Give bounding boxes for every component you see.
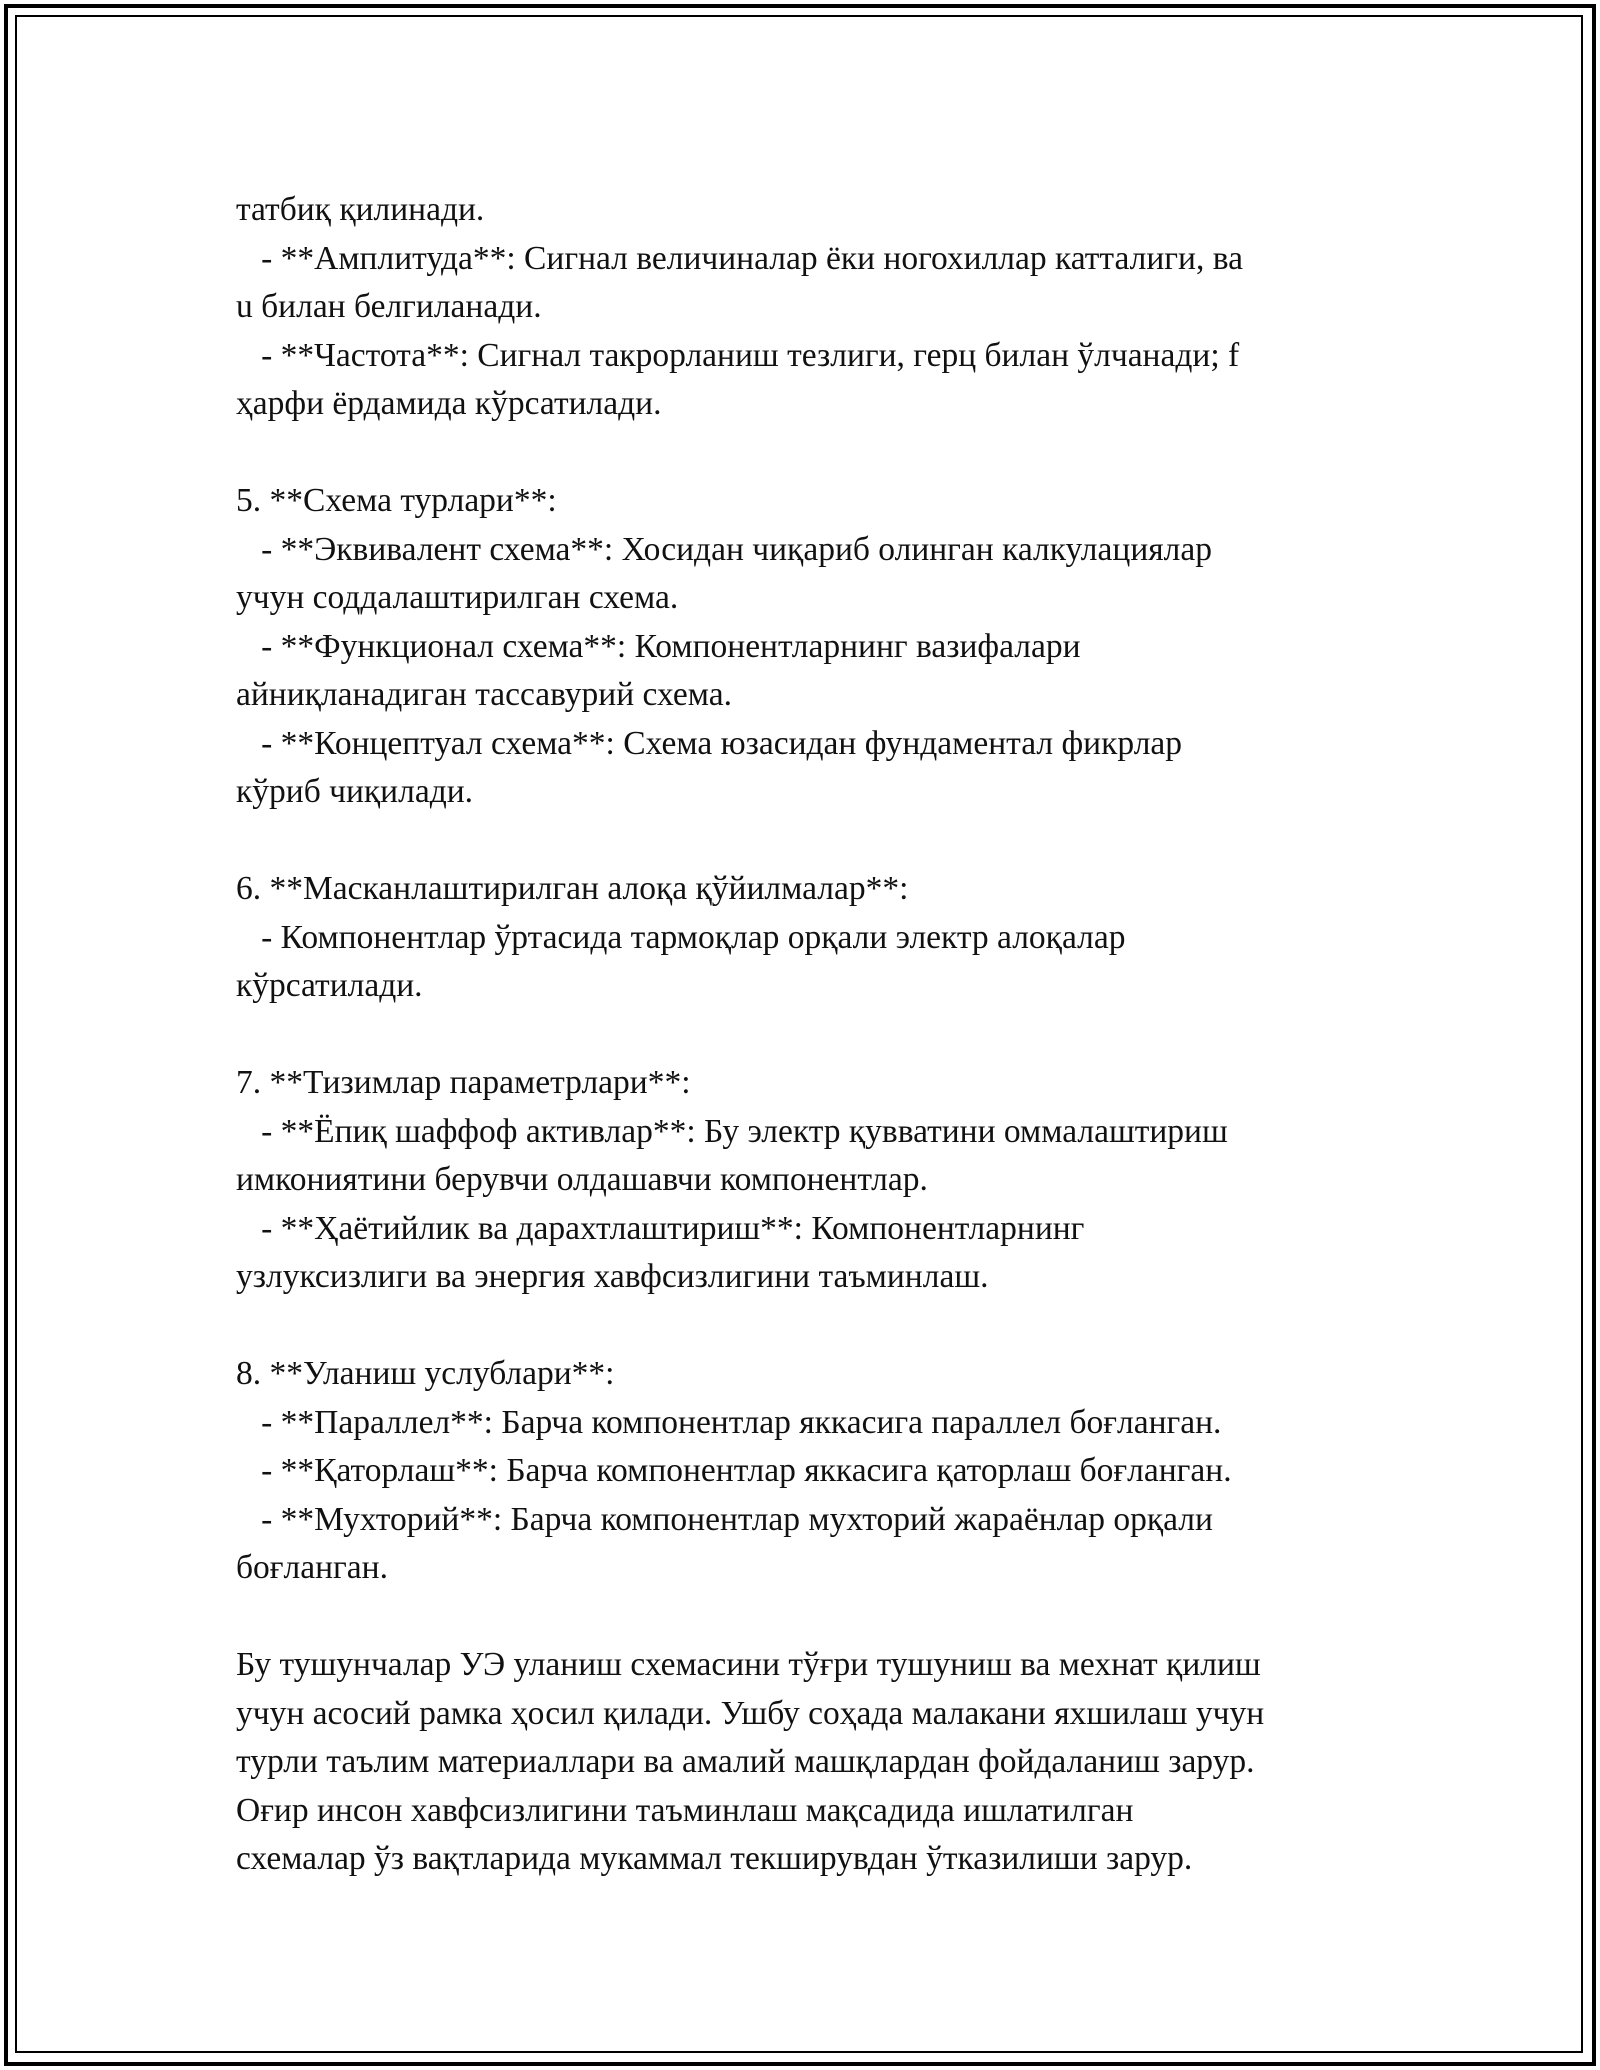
text-line: боғланган. xyxy=(236,1549,388,1586)
blank-line xyxy=(236,1593,1386,1642)
section-heading: 6. **Масканлаштирилган алоқа қўйилмалар**: xyxy=(236,870,909,907)
paragraph-line: схемалар ўз вақтларида мукаммал текширувдан ўтказилиши зарур. xyxy=(236,1840,1193,1877)
paragraph-line: турли таълим материаллари ва амалий машқлардан фойдаланиш зарур. xyxy=(236,1743,1255,1780)
text-line: айниқланадиган тассавурий схема. xyxy=(236,676,732,713)
text-line: - **Эквивалент схема**: Хосидан чиқариб олинган калкулациялар xyxy=(236,530,1212,568)
text-line: - **Частота**: Сигнал такрорланиш тезлиги, герц билан ўлчанади; f xyxy=(236,336,1240,374)
text-line: кўриб чиқилади. xyxy=(236,773,474,810)
blank-line xyxy=(236,1302,1386,1351)
text-line: - **Ҳаётийлик ва дарахтлаштириш**: Компонентларнинг xyxy=(236,1209,1085,1247)
text-line: - Компонентлар ўртасида тармоқлар орқали электр алоқалар xyxy=(236,918,1126,956)
blank-line xyxy=(236,817,1386,866)
text-line: - **Концептуал схема**: Схема юзасидан фундаментал фикрлар xyxy=(236,724,1183,762)
section-heading: 7. **Тизимлар параметрлари**: xyxy=(236,1064,691,1101)
blank-line xyxy=(236,429,1386,478)
text-line: татбиқ қилинади. xyxy=(236,191,485,228)
text-line: - **Параллел**: Барча компонентлар яккасига параллел боғланган. xyxy=(236,1403,1222,1441)
text-line: кўрсатилади. xyxy=(236,967,423,1004)
text-line: имкониятини берувчи олдашавчи компонентлар. xyxy=(236,1161,928,1198)
paragraph-line: учун асосий рамка ҳосил қилади. Ушбу соҳада малакани яхшилаш учун xyxy=(236,1694,1265,1732)
text-line: u билан белгиланади. xyxy=(236,288,542,325)
text-line: - **Функционал схема**: Компонентларнинг вазифалари xyxy=(236,627,1081,665)
section-heading: 5. **Схема турлари**: xyxy=(236,482,557,519)
text-line: - **Амплитуда**: Сигнал величиналар ёки ногохиллар катталиги, ва xyxy=(236,239,1243,277)
text-line: узлуксизлиги ва энергия хавфсизлигини таъминлаш. xyxy=(236,1258,989,1295)
blank-line xyxy=(236,1011,1386,1060)
text-line: - **Қаторлаш**: Барча компонентлар яккасига қаторлаш боғланган. xyxy=(236,1452,1232,1489)
section-heading: 8. **Уланиш услублари**: xyxy=(236,1355,615,1392)
paragraph-line: Оғир инсон хавфсизлигини таъминлаш мақсадида ишлатилган xyxy=(236,1791,1134,1829)
document-body xyxy=(236,186,1386,1884)
text-line: учун соддалаштирилган схема. xyxy=(236,579,679,616)
text-line: - **Ёпиқ шаффоф активлар**: Бу электр қувватини оммалаштириш xyxy=(236,1112,1228,1150)
paragraph-line: Бу тушунчалар УЭ уланиш схемасини тўғри тушуниш ва мехнат қилиш xyxy=(236,1646,1261,1683)
text-line: ҳарфи ёрдамида кўрсатилади. xyxy=(236,385,662,422)
text-line: - **Мухторий**: Барча компонентлар мухторий жараёнлар орқали xyxy=(236,1500,1213,1538)
